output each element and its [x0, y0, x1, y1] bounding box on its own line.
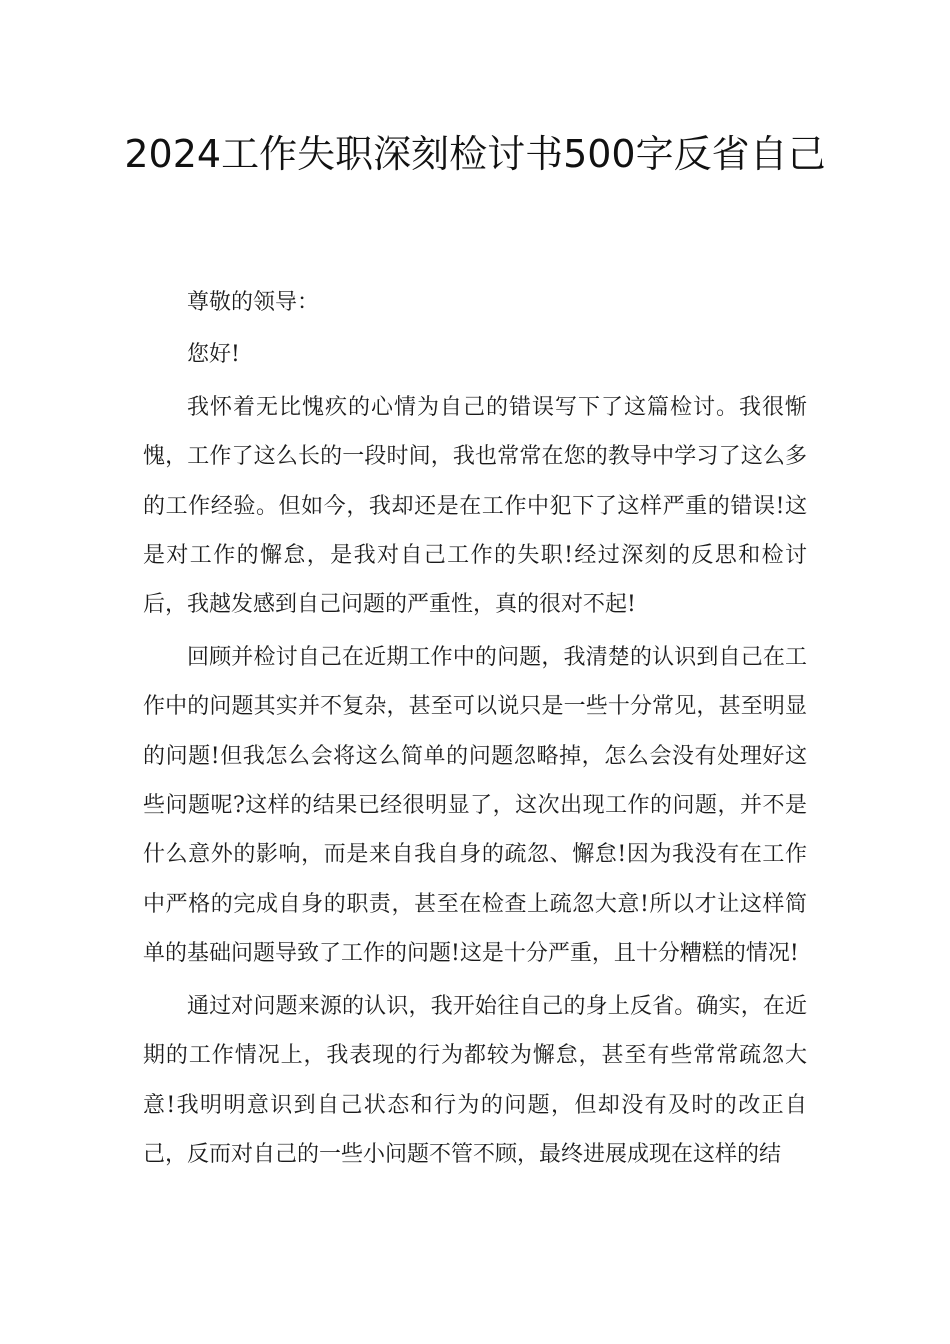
paragraph-1: 我怀着无比愧疚的心情为自己的错误写下了这篇检讨。我很惭愧，工作了这么长的一段时间，我也常常在您的教导中学习了这么多的工作经验。但如今，我却还是在工作中犯下了这样严重的错误!这是对工作的懈怠，是我对自己工作的失职!经过深刻的反思和检讨后，我越发感到自己问题的严重性，真的很对不起!: [143, 394, 807, 618]
document-title: 2024工作失职深刻检讨书500字反省自己: [124, 132, 826, 176]
paragraph-2: 回顾并检讨自己在近期工作中的问题，我清楚的认识到自己在工作中的问题其实并不复杂，甚至可以说只是一些十分常见，甚至明显的问题!但我怎么会将这么简单的问题忽略掉，怎么会没有处理好这些问题呢?这样的结果已经很明显了，这次出现工作的问题，并不是什么意外的影响，而是来自我自身的疏忽、懈怠!因为我没有在工作中严格的完成自身的职责，甚至在检查上疏忽大意!所以才让这样简单的基础问题导致了工作的问题!这是十分严重，且十分糟糕的情况!: [143, 644, 807, 967]
greeting: 您好!: [187, 342, 240, 368]
document-body: [143, 278, 807, 1179]
paragraph-3: 通过对问题来源的认识，我开始往自己的身上反省。确实，在近期的工作情况上，我表现的行为都较为懈怠，甚至有些常常疏忽大意!我明明意识到自己状态和行为的问题，但却没有及时的改正自己，反而对自己的一些小问题不管不顾，最终进展成现在这样的结: [143, 993, 807, 1167]
salutation: 尊敬的领导：: [187, 290, 320, 315]
